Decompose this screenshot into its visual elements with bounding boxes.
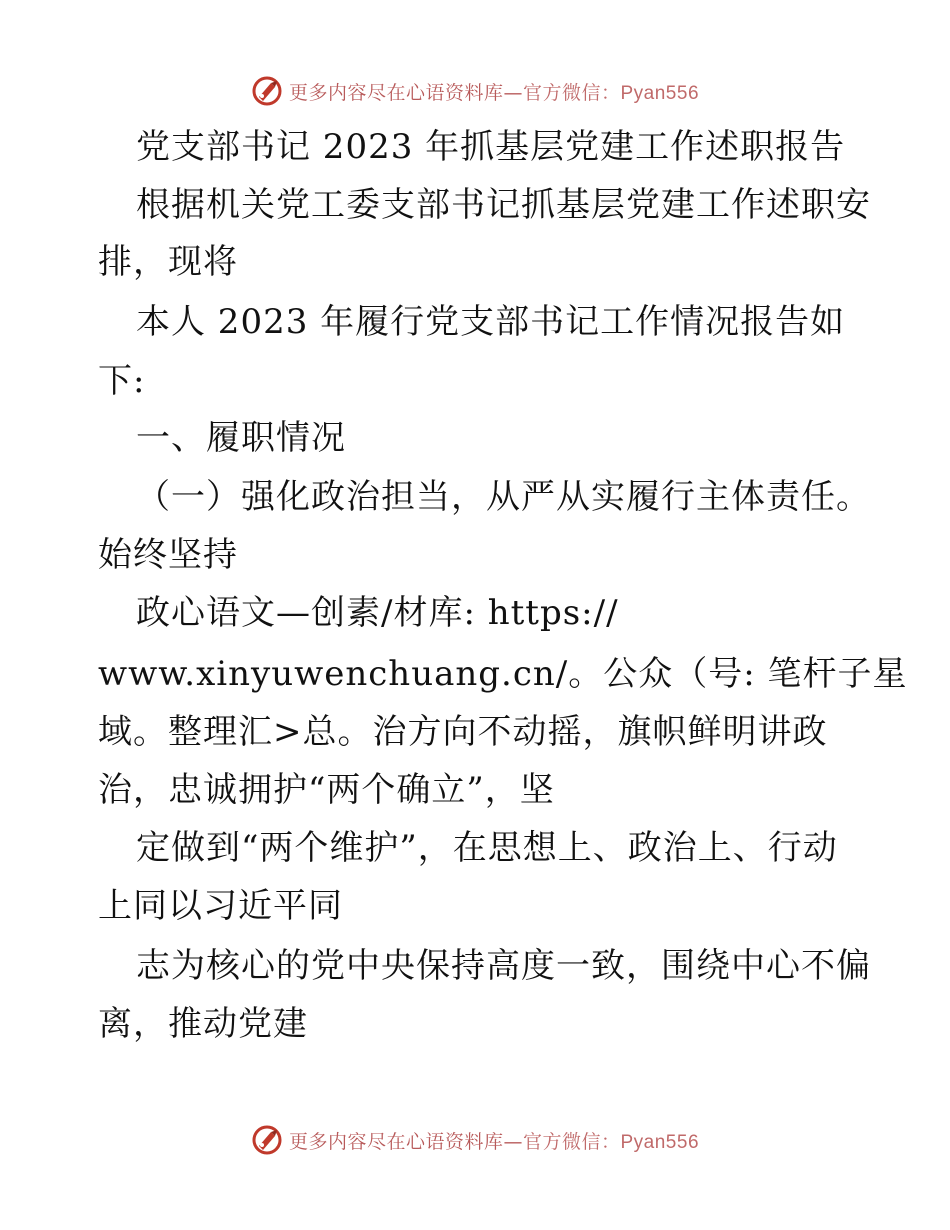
footer-banner [0, 1120, 950, 1160]
paragraph-line: 域。整理汇>总。治方向不动摇，旗帜鲜明讲政 [98, 712, 828, 752]
paragraph-line: 下: [98, 361, 146, 401]
footer-banner-text [289, 1127, 699, 1154]
paragraph-line: 排，现将 [98, 242, 238, 282]
paragraph-line: 本人 2023 年履行党支部书记工作情况报告如 [136, 302, 846, 342]
header-dash: — [503, 81, 523, 104]
document-title: 党支部书记 2023 年抓基层党建工作述职报告 [136, 127, 846, 167]
section-heading: 一、履职情况 [136, 418, 346, 458]
paragraph-line: 政心语文—创素/材库: https:// [136, 593, 619, 633]
paragraph-line: www.xinyuwenchuang.cn/。公众（号: 笔杆子星 [98, 654, 908, 694]
paragraph-line: 志为核心的党中央保持高度一致，围绕中心不偏 [136, 946, 871, 986]
paragraph-line: 根据机关党工委支部书记抓基层党建工作述职安 [136, 185, 871, 225]
footer-dash: — [503, 1130, 523, 1153]
subsection-heading: （一）强化政治担当，从严从实履行主体责任。 [136, 477, 871, 517]
header-banner [0, 71, 950, 111]
paragraph-line: 上同以习近平同 [98, 886, 343, 926]
paragraph-line: 治，忠诚拥护“两个确立”，坚 [98, 770, 555, 810]
footer-site-text: 更多内容尽在心语资料库 [288, 1130, 504, 1153]
header-banner-text [289, 78, 699, 105]
header-wechat-text: 官方微信：Pyan556 [523, 82, 700, 104]
logo-icon [251, 1124, 283, 1156]
paragraph-line: 定做到“两个维护”，在思想上、政治上、行动 [136, 828, 838, 868]
logo-icon [251, 75, 283, 107]
paragraph-line: 离，推动党建 [98, 1004, 308, 1044]
paragraph-line: 始终坚持 [98, 535, 238, 575]
footer-wechat-text: 官方微信：Pyan556 [523, 1131, 700, 1153]
header-site-text: 更多内容尽在心语资料库 [288, 81, 504, 104]
